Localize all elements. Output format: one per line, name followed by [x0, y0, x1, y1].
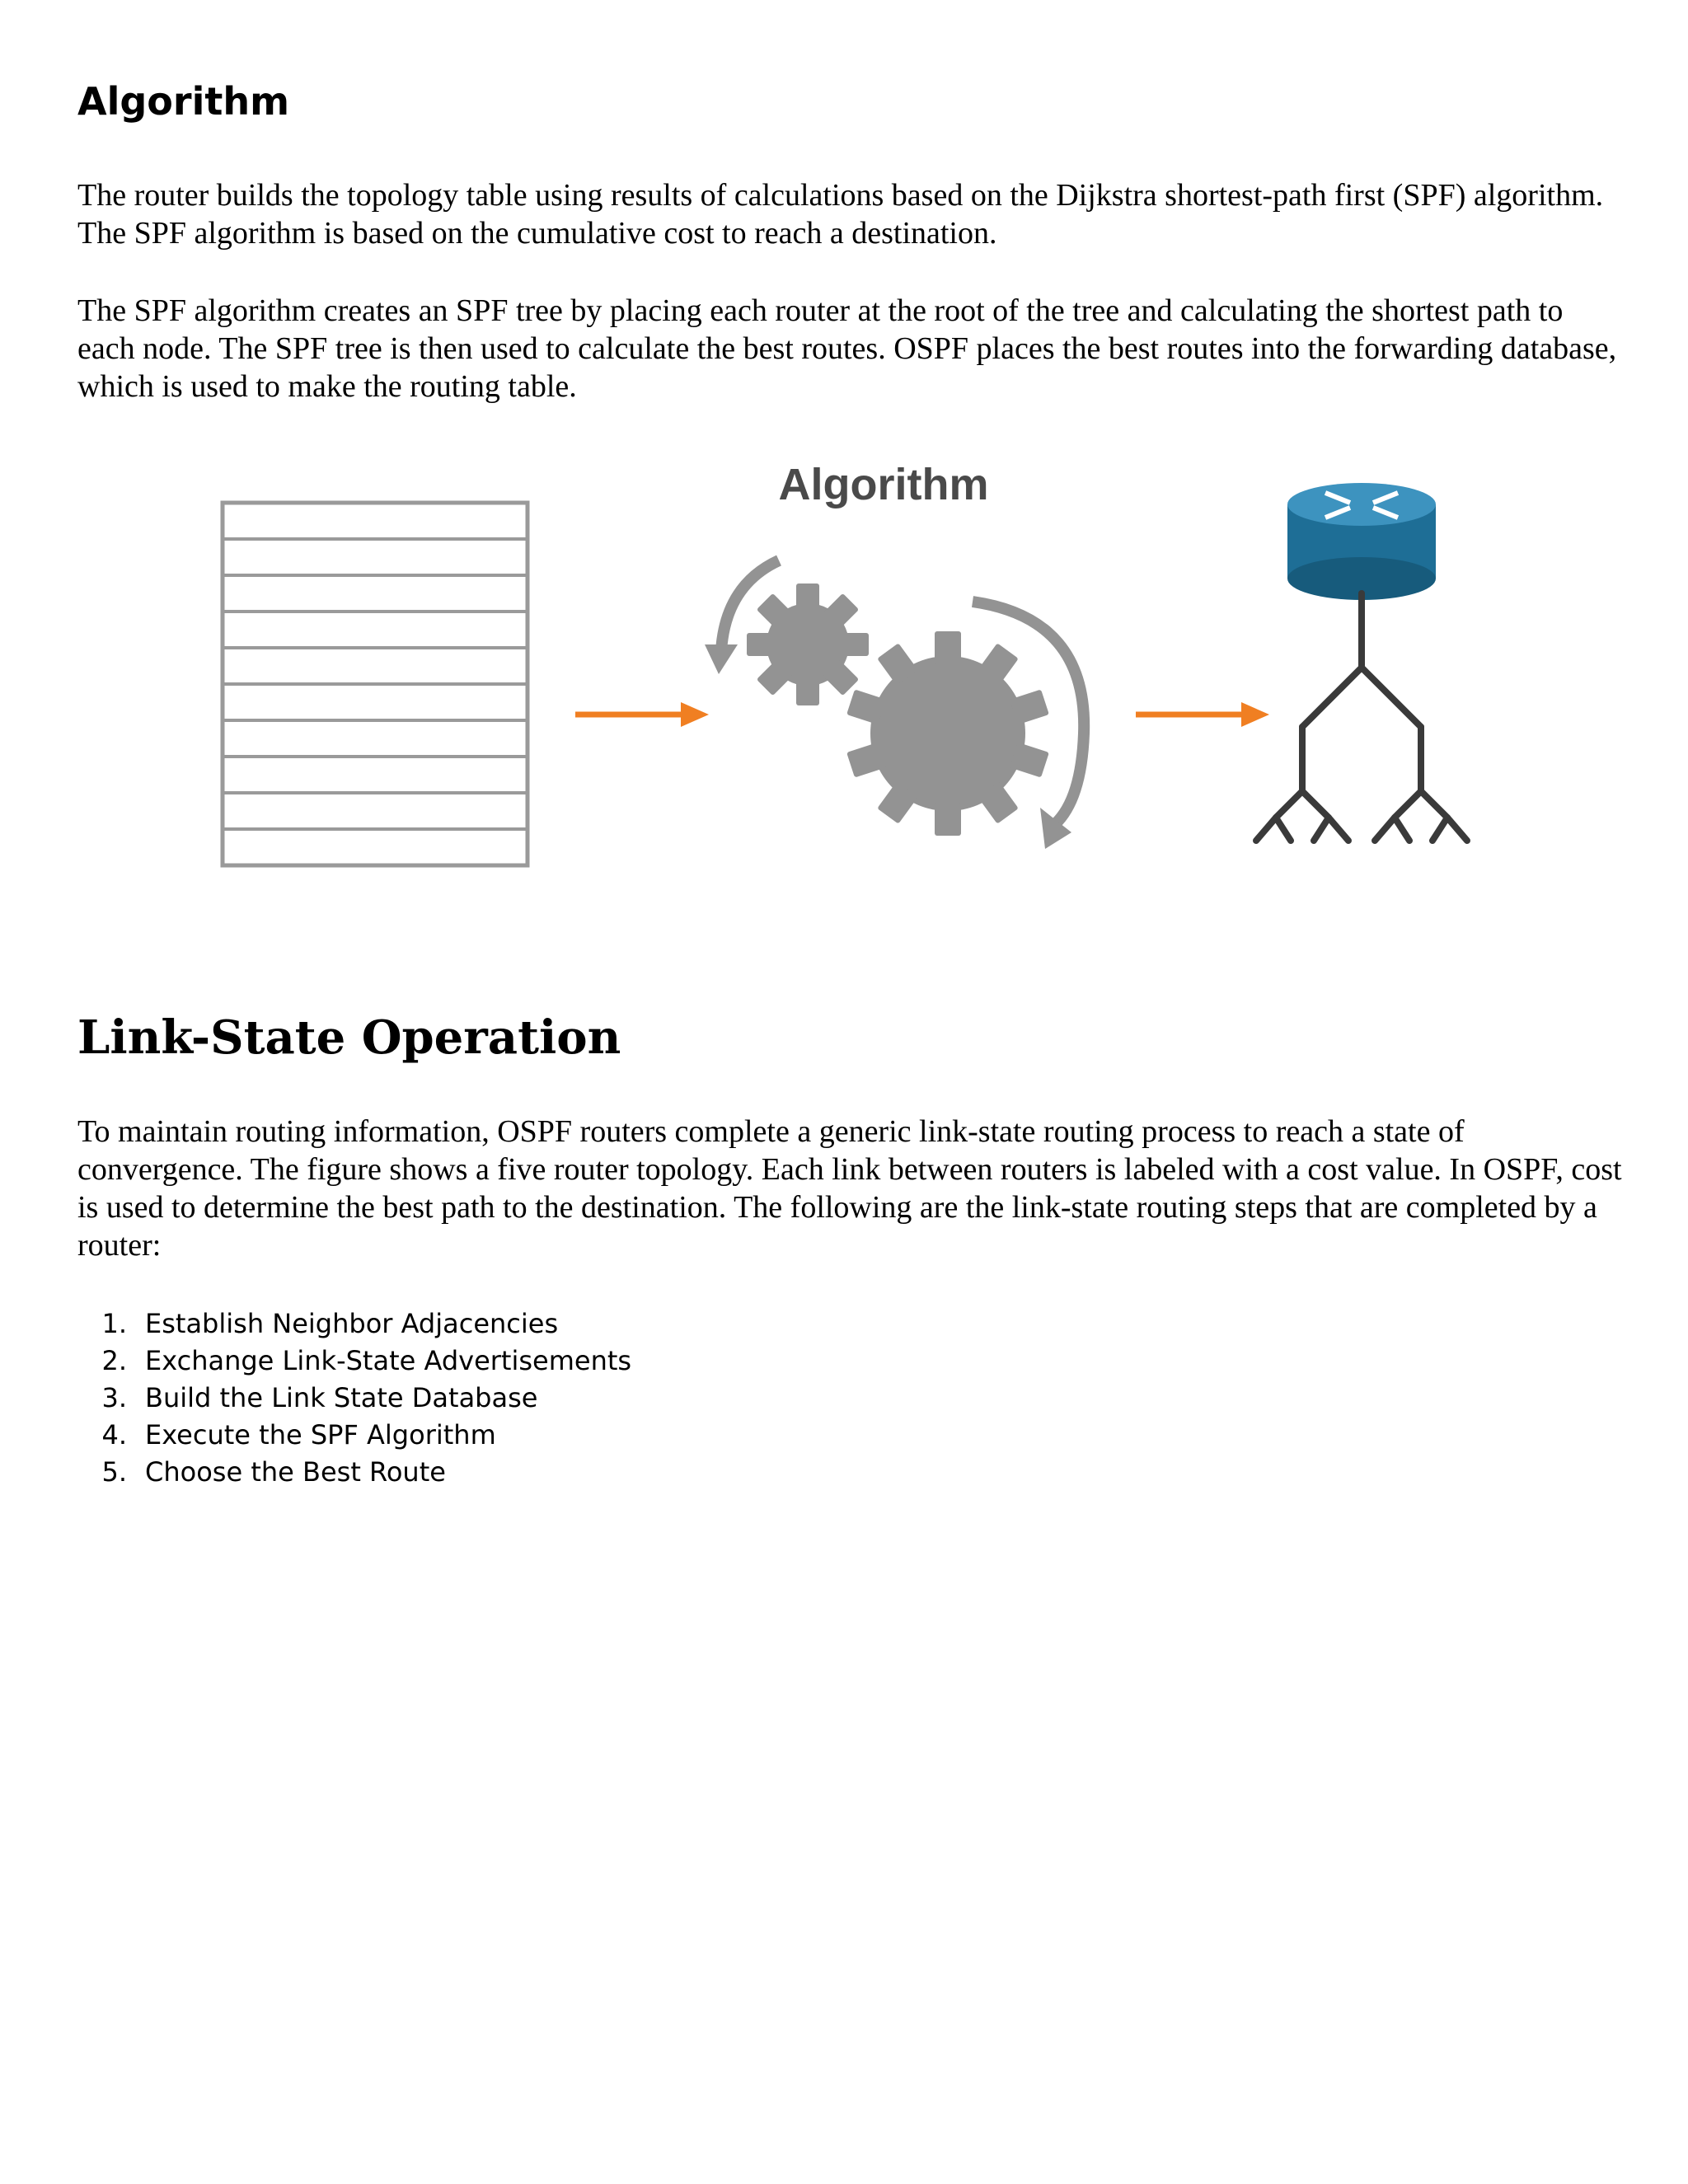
- list-item: [77, 1380, 631, 1417]
- figure-algorithm-label: Algorithm: [778, 462, 989, 509]
- arrow-right-icon: [1136, 702, 1269, 727]
- step-text: Establish Neighbor Adjacencies: [145, 1308, 559, 1339]
- step-text: Build the Link State Database: [145, 1382, 538, 1413]
- step-text: Choose the Best Route: [145, 1456, 446, 1488]
- step-number: 2.: [101, 1345, 127, 1376]
- algorithm-heading: Algorithm: [77, 79, 290, 124]
- algorithm-paragraph-2: The SPF algorithm creates an SPF tree by placing each router at the root of the tree and calculating the shortest path to each node. The SPF tree is then used to calculate the best routes. OSPF places the best routes into the forwarding database, which is used to make the routing table.: [77, 293, 1617, 404]
- step-number: 1.: [101, 1308, 127, 1339]
- link-state-paragraph: To maintain routing information, OSPF routers complete a generic link-state routing process to reach a state of convergence. The figure shows a five router topology. Each link between routers is labeled with a cost value. In OSPF, cost is used to determine the best path to the destination. The following are the link-state routing steps that are completed by a router:: [77, 1114, 1622, 1263]
- algorithm-figure: [206, 462, 1525, 890]
- topology-table-icon: [223, 503, 528, 865]
- router-icon: [1287, 483, 1436, 600]
- algorithm-paragraph-1: The router builds the topology table using results of calculations based on the Dijkstra shortest-path first (SPF) algorithm. The SPF algorithm is based on the cumulative cost to reach a destination.: [77, 178, 1604, 251]
- list-item: [77, 1343, 631, 1380]
- list-item: [77, 1454, 631, 1491]
- link-state-steps-list: [77, 1305, 631, 1491]
- link-state-heading: Link-State Operation: [77, 1010, 621, 1065]
- step-text: Exchange Link-State Advertisements: [145, 1345, 632, 1376]
- step-number: 4.: [101, 1419, 127, 1451]
- step-number: 5.: [101, 1456, 127, 1488]
- list-item: [77, 1305, 631, 1343]
- spf-tree-icon: [1256, 593, 1467, 841]
- arrow-right-icon: [575, 702, 709, 727]
- step-number: 3.: [101, 1382, 127, 1413]
- step-text: Execute the SPF Algorithm: [145, 1419, 496, 1451]
- list-item: [77, 1417, 631, 1454]
- gears-icon: [705, 560, 1084, 849]
